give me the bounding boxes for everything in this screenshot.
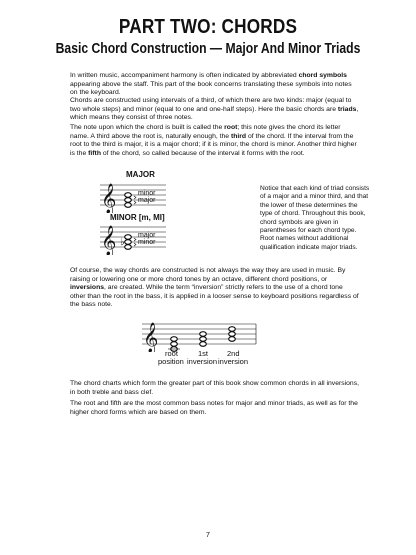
page-number: 7 bbox=[206, 532, 210, 539]
text: , are created. While the term “inversion” strictly refers to the use of a chord tone other than the root in the bass, it is applied in a looser sense to keyboard positions regardless of the bass note. bbox=[70, 284, 359, 309]
paragraph-root-third-fifth bbox=[70, 124, 360, 158]
major-lower-interval: major bbox=[138, 197, 156, 204]
term-root: root bbox=[224, 124, 238, 131]
text: ; this note gives the chord its letter name. A third above the root is, naturally enough, the bbox=[70, 124, 341, 140]
text: appearing above the staff. This part of the book concerns translating these symbols into notes on the keyboard. bbox=[70, 80, 352, 97]
text: Of course, the way chords are constructed is not always the way they are used in music. By raising or lowering one or more chord tones by an octave, different chord positions, or bbox=[70, 267, 346, 283]
root-position-label-line1: root bbox=[165, 349, 178, 358]
section-subtitle: Basic Chord Construction — Major And Minor Triads bbox=[55, 41, 361, 57]
root-position-label-line2: position bbox=[158, 357, 184, 366]
term-triads: triads bbox=[337, 105, 357, 113]
text: The note upon which the chord is built is called the bbox=[70, 124, 225, 131]
flat-icon: ♭ bbox=[120, 237, 125, 248]
minor-lower-interval: minor bbox=[138, 239, 156, 246]
first-inversion-label-line1: 1st bbox=[198, 349, 209, 358]
triad-notes-sidebar: Notice that each kind of triad consists of a major and a minor third, and that the lower of these determines the type of chord. Throughout this book, chord symbols are given in parentheses for each chord type. Root names without additional qualification indicate major triads. bbox=[260, 185, 370, 251]
term-inversions: inversions bbox=[70, 284, 104, 292]
text: of the chord, so called because of the interval it forms with the root. bbox=[100, 149, 305, 157]
term-chord-symbols: chord symbols bbox=[298, 72, 347, 79]
paragraph-chord-charts: The chord charts which form the greater part of this book show common chords in all inversions, in both treble and bass clef. bbox=[70, 380, 359, 396]
paragraph-inversions bbox=[70, 267, 360, 310]
treble-clef-icon: 𝄞 bbox=[143, 323, 159, 352]
paragraph-bass-notes: The root and fifth are the most common bass notes for major and minor triads, as well as for the higher chord forms which are based on them. bbox=[70, 400, 358, 416]
second-inversion-label-line2: inversion bbox=[218, 357, 249, 366]
text: Chords are constructed using intervals of a third, of which there are two kinds: major (equal to two whole steps) and minor (equal to one and one-half steps). Here the basic chords are bbox=[70, 97, 352, 113]
paragraph-chord-symbols bbox=[70, 72, 360, 98]
term-fifth: fifth bbox=[88, 149, 101, 157]
term-third: third bbox=[230, 132, 247, 140]
text: In written music, accompaniment harmony is often indicated by abbreviated bbox=[70, 72, 299, 79]
minor-upper-interval: major bbox=[138, 232, 156, 239]
text: , which means they consist of three notes. bbox=[70, 105, 359, 122]
text: of the chord. If the interval from the root to the third is major, it is a major chord; if it is minor, the chord is minor. Another third higher is the bbox=[70, 132, 357, 157]
treble-clef-icon: 𝄞 bbox=[101, 184, 117, 213]
treble-clef-icon: 𝄞 bbox=[101, 226, 117, 255]
page-title: PART TWO: CHORDS bbox=[118, 16, 298, 38]
minor-label: MINOR [m, MI] bbox=[110, 213, 165, 222]
first-inversion-label-line2: inversion bbox=[187, 357, 218, 366]
paragraph-intervals bbox=[70, 97, 360, 123]
major-upper-interval: minor bbox=[138, 190, 156, 197]
major-label: MAJOR bbox=[126, 170, 155, 179]
inversions-staff bbox=[140, 318, 260, 352]
second-inversion-label-line1: 2nd bbox=[227, 349, 240, 358]
